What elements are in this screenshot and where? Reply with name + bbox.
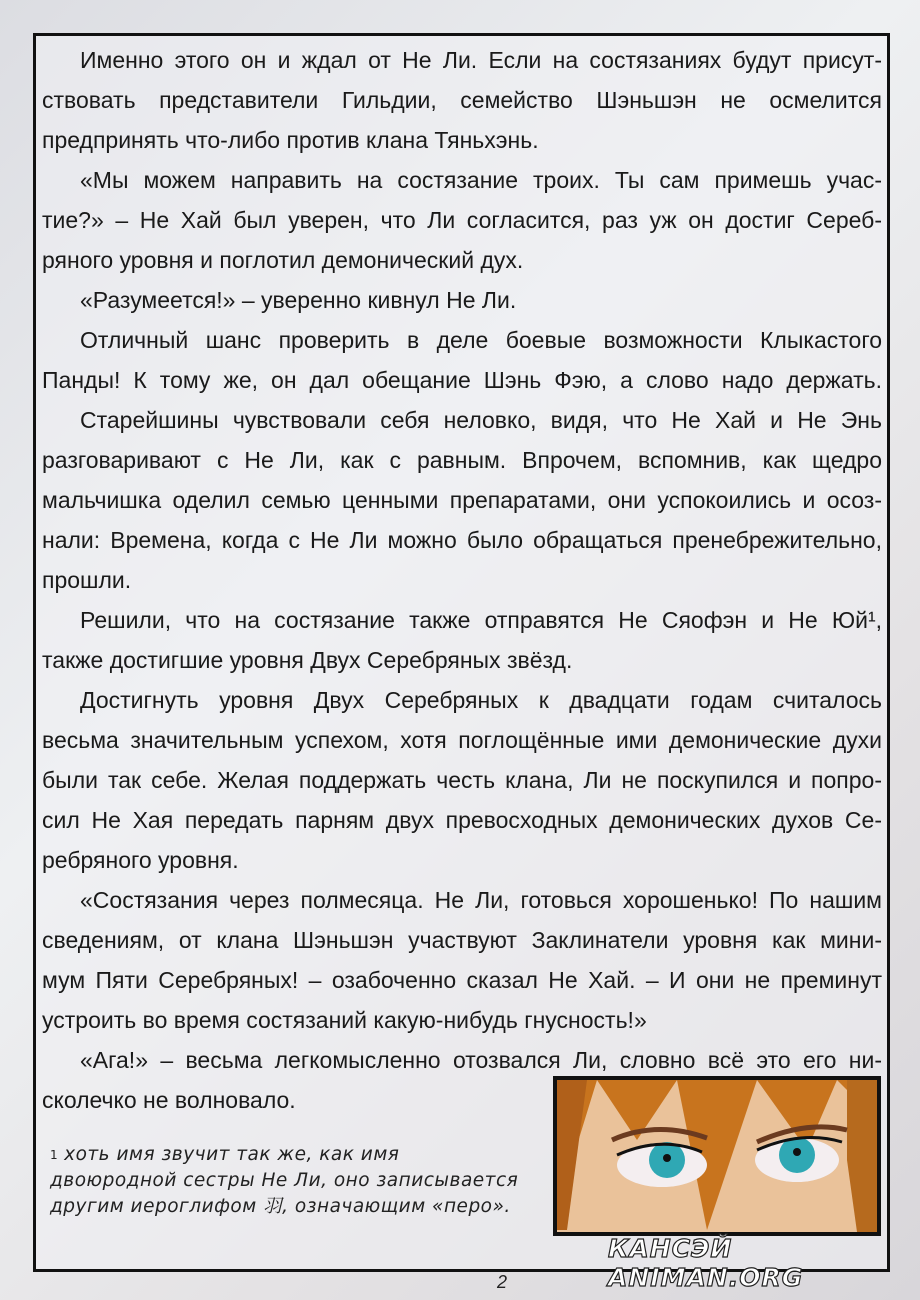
text-line: ствовать представители Гильдии, семейство Шэньшэн не осмелится — [42, 87, 882, 113]
text-line: «Ага!» – весьма легкомысленно отозвался Ли, словно всё это его ни- — [80, 1047, 882, 1073]
text-line: Старейшины чувствовали себя неловко, видя, что Не Хай и Не Энь — [80, 407, 882, 433]
text-line: «Мы можем направить на состязание троих. Ты сам примешь учас- — [80, 167, 882, 193]
text-line: Достигнуть уровня Двух Серебряных к двадцати годам считалось — [80, 687, 882, 713]
footnote-text: хоть имя звучит так же, как имя двоюродной сестры Не Ли, оно записывается другим иероглифом 羽, означающим «перо». — [50, 1144, 519, 1217]
text-line: Именно этого он и ждал от Не Ли. Если на состязаниях будут присут- — [80, 47, 882, 73]
scanlation-watermark: КАНСЭЙ ANIMAN.ORG — [608, 1234, 804, 1292]
text-line: нали: Времена, когда с Не Ли можно было обращаться пренебрежительно, — [42, 527, 882, 553]
page-number: 2 — [497, 1272, 508, 1292]
footnote — [50, 1142, 530, 1220]
text-line: сколечко не волновало. — [42, 1087, 296, 1113]
text-line: сведениям, от клана Шэньшэн участвуют Заклинатели уровня как мини- — [42, 927, 882, 953]
text-line: тие?» – Не Хай был уверен, что Ли согласится, раз уж он достиг Сереб- — [42, 207, 882, 233]
character-eyes-illustration — [553, 1076, 881, 1236]
text-line: Решили, что на состязание также отправятся Не Сяофэн и Не Юй¹, — [80, 607, 882, 633]
text-line: мум Пяти Серебряных! – озабоченно сказал Не Хай. – И они не преминут — [42, 967, 882, 993]
text-line: ряного уровня и поглотил демонический дух. — [42, 247, 524, 273]
footnote-marker: 1 — [50, 1148, 59, 1162]
text-line: устроить во время состязаний какую-нибудь гнусность!» — [42, 1007, 647, 1033]
text-line: ребряного уровня. — [42, 847, 239, 873]
text-line: разговаривают с Не Ли, как с равным. Впрочем, вспомнив, как щедро — [42, 447, 882, 473]
text-line: предпринять что-либо против клана Тяньхэнь. — [42, 127, 539, 153]
text-line: «Состязания через полмесяца. Не Ли, готовься хорошенько! По нашим — [80, 887, 882, 913]
text-line: также достигшие уровня Двух Серебряных звёзд. — [42, 647, 573, 673]
text-line: были так себе. Желая поддержать честь клана, Ли не поскупился и попро- — [42, 767, 882, 793]
body-text — [42, 40, 882, 1120]
text-line: Отличный шанс проверить в деле боевые возможности Клыкастого — [80, 327, 882, 353]
text-line: прошли. — [42, 567, 132, 593]
text-line: «Разумеется!» – уверенно кивнул Не Ли. — [80, 287, 517, 313]
text-line: Панды! К тому же, он дал обещание Шэнь Фэю, а слово надо держать. — [42, 367, 882, 393]
text-line: мальчишка оделил семью ценными препаратами, они успокоились и осоз- — [42, 487, 882, 513]
text-line: весьма значительным успехом, хотя поглощённые ими демонические духи — [42, 727, 882, 753]
text-line: сил Не Хая передать парням двух превосходных демонических духов Се- — [42, 807, 882, 833]
